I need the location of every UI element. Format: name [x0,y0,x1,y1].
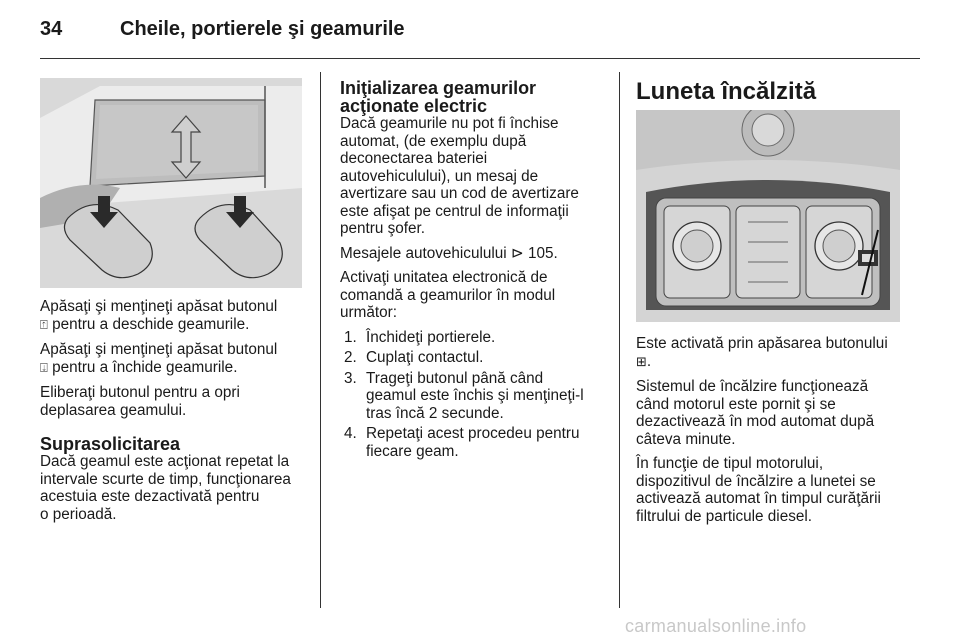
column-left [40,298,308,530]
text-line: când motorul este pornit şi se [636,395,836,413]
step-number: 2. [344,349,357,366]
text-line: activează automat în timpul curăţării [636,490,881,507]
text-line: comandă a geamurilor în modul [340,286,556,304]
paragraph-open [40,298,308,334]
page-reference-arrow-icon: ⊳ [510,244,524,262]
text-line: dispozitivul de încălzire a lunetei se [636,472,876,490]
text-line: Sistemul de încălzire funcţionează [636,378,869,395]
text-line: fiecare geam. [366,442,459,460]
climate-panel-drawing [636,110,900,322]
text-line: Trageţi butonul până când [366,369,544,387]
text-line: Este activată prin apăsarea butonului [636,335,888,352]
text-line: Mesajele autovehiculului [340,244,507,262]
text-line: tras încă 2 secunde. [366,404,504,422]
header-divider [40,58,920,59]
column-divider-2 [619,72,620,608]
text-line: . [646,352,652,370]
text-line: deconectarea bateriei [340,150,488,167]
page-header [40,18,920,58]
text-line: pentru a închide geamurile. [52,358,238,376]
list-item [344,349,602,367]
column-divider-1 [320,72,321,608]
text-line: Dacă geamul este acţionat repetat la [40,453,290,470]
text-line: acestuia este dezactivată pentru [40,488,260,505]
text-line: autovehiculului), un mesaj de [340,167,539,185]
section-heading-init [340,79,602,115]
text-line: Apăsaţi şi menţineţi apăsat butonul [40,341,278,358]
text-line: pentru a deschide geamurile. [52,315,250,333]
text-line: următor: [340,304,397,321]
text-line: Repetaţi acest procedeu pentru [366,425,580,442]
text-line: avertizare sau un cod de avertizare [340,185,579,202]
window-key-drawing [40,78,302,288]
text-line: este afişat pe centrul de informaţii [340,202,569,220]
text-line: Activaţi unitatea electronică de [340,269,548,286]
text-line: dezactivează în mod automat după [636,413,875,430]
text-line: Cuplaţi contactul. [366,349,484,366]
paragraph-init [340,115,602,238]
rear-window-heating-icon: ⊞ [636,354,647,370]
text-line: Eliberaţi butonul pentru a opri [40,384,240,401]
section-heading-overload: Suprasolicitarea [40,434,181,454]
text-line: automat, (de exemplu după [340,132,527,150]
chapter-title: Cheile, portierele şi geamurile [120,18,405,40]
step-number: 3. [344,369,357,387]
text-line: intervale scurte de timp, funcţionarea [40,470,291,488]
page-reference-link[interactable]: 105. [528,244,558,262]
column-middle [340,79,602,463]
page-number: 34 [40,18,63,40]
climate-panel-illustration [636,110,900,322]
column-right [636,335,904,532]
text-line: pentru şofer. [340,220,426,237]
section-title-rear-window: Luneta încălzită [636,78,817,105]
text-line: geamul este închis şi menţineţi-l [366,387,584,404]
list-item [344,425,602,460]
paragraph-close [40,341,308,377]
paragraph-overload [40,453,308,523]
steps-list [340,329,602,461]
step-number: 1. [344,328,357,346]
text-line: deplasarea geamului. [40,401,187,419]
heading-line: acţionate electric [340,96,488,116]
paragraph-diesel-filter [636,455,904,525]
paragraph-heating-system [636,378,904,448]
text-line: În funcţie de tipul motorului, [636,455,824,472]
paragraph-activation [636,335,904,371]
paragraph-activate [340,269,602,322]
text-line: filtrului de particule diesel. [636,507,813,525]
step-number: 4. [344,425,357,442]
text-line: o perioadă. [40,505,117,523]
heading-line: Iniţializarea geamurilor [340,78,537,98]
text-line: Apăsaţi şi menţineţi apăsat butonul [40,298,278,315]
window-open-icon: ⍐ [40,317,48,333]
text-line: Închideţi portierele. [366,328,496,346]
paragraph-messages [340,245,602,263]
list-item [344,329,602,347]
watermark: carmanualsonline.info [625,616,807,636]
window-close-icon: ⍗ [40,360,48,376]
paragraph-release [40,384,308,419]
text-line: câteva minute. [636,430,736,448]
text-line: Dacă geamurile nu pot fi închise [340,115,559,132]
window-key-illustration [40,78,302,288]
list-item [344,370,602,423]
